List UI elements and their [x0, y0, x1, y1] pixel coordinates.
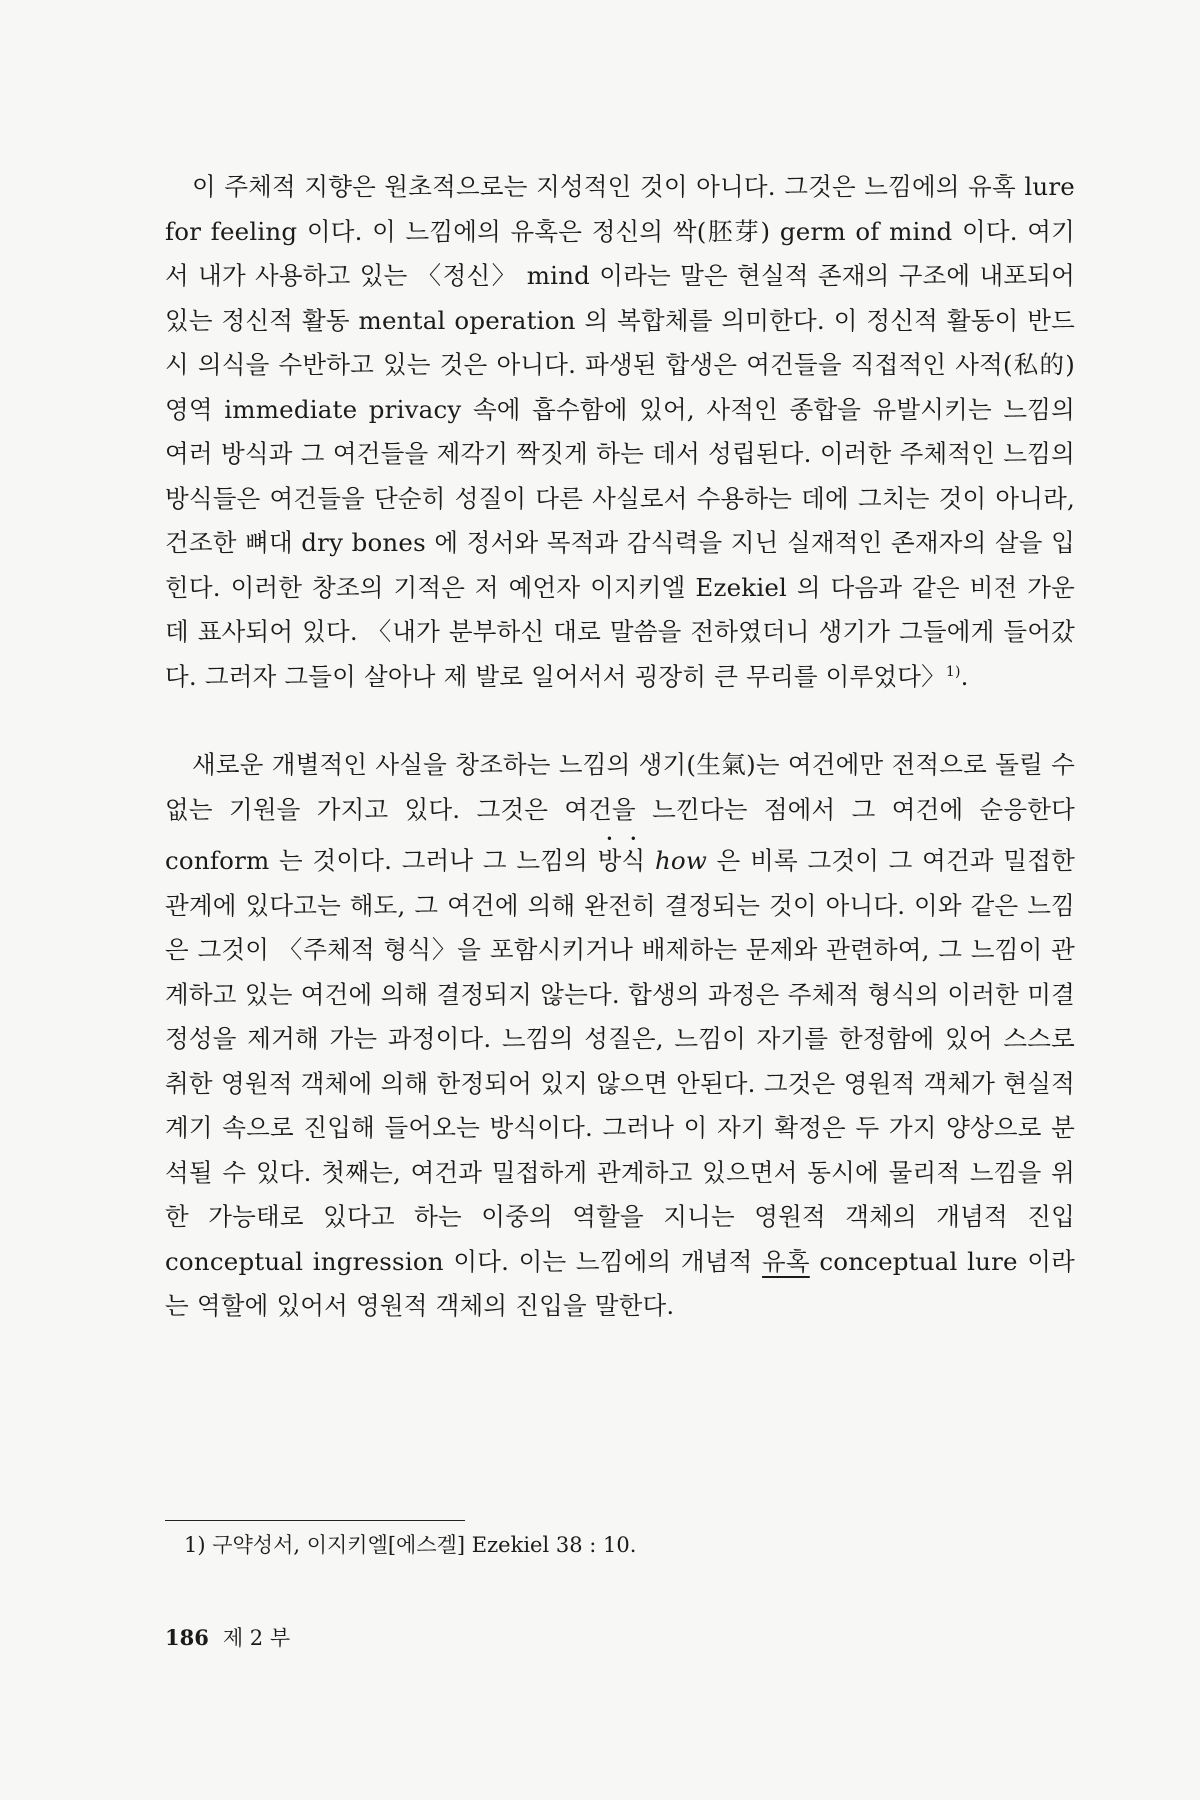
paragraph-2-text-c: conceptual lure 이라는 역할에 있어서 영원적 객체의 진입을 말한다.	[165, 1246, 1075, 1320]
paragraph-2-text-b: 은 비록 그것이 그 여건과 밀접한 관계에 있다고는 해도, 그 여건에 의해 완전히 결정되는 것이 아니다. 이와 같은 느낌은 그것이 〈주체적 형식〉을 포함시키거나 배제하는 문제와 관련하여, 그 느낌이 관계하고 있는 여건에 의해 결정되지 않는다. 합생의 과정은 주체적 형식의 이러한 미결정성을 제거해 가는 과정이다. 느낌의 성질은, 느낌이 자기를 한정함에 있어 스스로 취한 영원적 객체에 의해 한정되어 있지 않으면 안된다. 그것은 영원적 객체가 현실적 계기 속으로 진입해 들어오는 방식이다. 그러나 이 자기 확정은 두 가지 양상으로 분석될 수 있다. 첫째는, 여건과 밀접하게 관계하고 있으면서 동시에 물리적 느낌을 위한 가능태로 있다고 하는 이중의 역할을 지니는 영원적 객체의 개념적 진입 conceptual ingression 이다. 이는 느낌에의 개념적	[165, 846, 1075, 1276]
paragraph-1-text: 이 주체적 지향은 원초적으로는 지성적인 것이 아니다. 그것은 느낌에의 유혹 lure for feeling 이다. 이 느낌에의 유혹은 정신의 싹(胚芽) germ of mind 이다. 여기서 내가 사용하고 있는 〈정신〉 mind 이라는 말은 현실적 존재의 구조에 내포되어 있는 정신적 활동 mental operation 의 복합체를 의미한다. 이 정신적 활동이 반드시 의식을 수반하고 있는 것은 아니다. 파생된 합생은 여건들을 직접적인 사적(私的) 영역 immediate privacy 속에 흡수함에 있어, 사적인 종합을 유발시키는 느낌의 여러 방식과 그 여건들을 제각기 짝짓게 하는 데서 성립된다. 이러한 주체적인 느낌의 방식들은 여건들을 단순히 성질이 다른 사실로서 수용하는 데에 그치는 것이 아니라, 건조한 뼈대 dry bones 에 정서와 목적과 감식력을 지닌 실재적인 존재자의 살을 입힌다. 이러한 창조의 기적은 저 예언자 이지키엘 Ezekiel 의 다음과 같은 비전 가운데 표사되어 있다. 〈내가 분부하신 대로 말씀을 전하였더니 생기가 그들에게 들어갔다. 그러자 그들이 살아나 제 발로 일어서서 굉장히 큰 무리를 이루었다〉	[165, 172, 1075, 691]
emphasis-dotted-word: 방식	[597, 846, 646, 875]
page-number: 186	[165, 1625, 209, 1650]
paragraph-2	[165, 743, 1075, 1329]
underlined-word: 유혹	[762, 1246, 810, 1276]
emphasis-italic-word: how	[654, 846, 708, 875]
main-text	[165, 165, 1075, 1329]
paragraph-2-text-a: 새로운 개별적인 사실을 창조하는 느낌의 생기(生氣)는 여건에만 전적으로 돌릴 수 없는 기원을 가지고 있다. 그것은 여건을 느낀다는 점에서 그 여건에 순응한다 conform 는 것이다. 그러나 그 느낌의	[165, 750, 1075, 875]
page-footer	[165, 1624, 290, 1652]
footnote-divider	[165, 1520, 465, 1521]
section-label: 제 2 부	[222, 1626, 291, 1650]
paragraph-2-gap	[645, 846, 655, 875]
paragraph-1-end: .	[960, 661, 969, 691]
paragraph-1	[165, 165, 1075, 699]
footnote-marker: 1)	[945, 663, 961, 680]
footnote: 1) 구약성서, 이지키엘[에스겔] Ezekiel 38 : 10.	[184, 1533, 637, 1557]
